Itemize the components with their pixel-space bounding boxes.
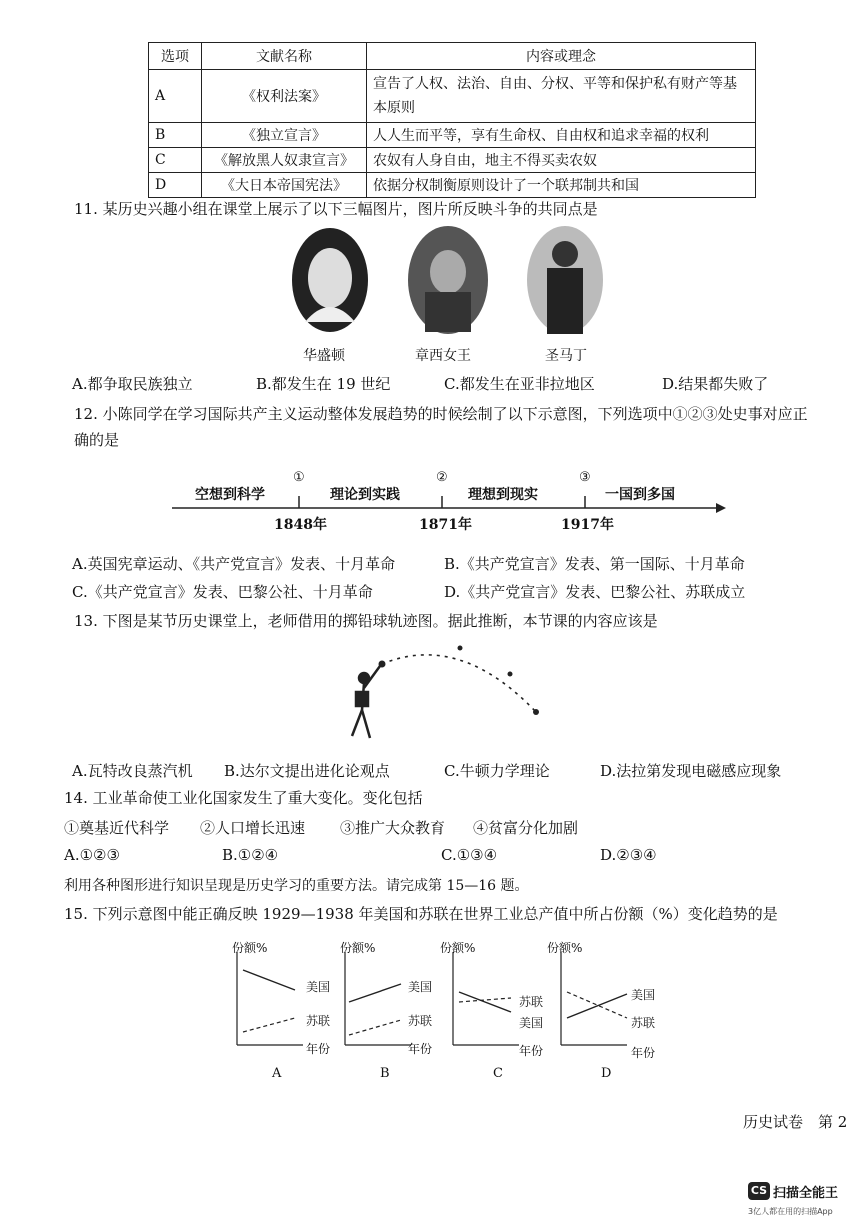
san-martin-portrait xyxy=(527,226,603,334)
option-b: B.《共产党宣言》发表、第一国际、十月革命 xyxy=(444,555,745,573)
option-b: B.都发生在 19 世纪 xyxy=(256,375,391,393)
chart-y-label: 份额% xyxy=(232,941,268,955)
table-row xyxy=(149,173,756,198)
usa-line xyxy=(243,970,295,990)
caption-washington: 华盛顿 xyxy=(303,348,345,364)
option-b: B.达尔文提出进化论观点 xyxy=(224,762,390,780)
table-row xyxy=(149,123,756,148)
statement-item: ④贫富分化加剧 xyxy=(473,819,579,837)
option-cell: D xyxy=(149,173,202,198)
chart-label: C xyxy=(493,1066,503,1081)
caption-rani: 章西女王 xyxy=(415,348,471,364)
table-header-row xyxy=(149,43,756,70)
option-c: C.都发生在亚非拉地区 xyxy=(444,375,595,393)
ussr-line xyxy=(243,1018,295,1032)
timeline-mark: ③ xyxy=(579,470,591,485)
chart-x-label: 年份 xyxy=(631,1046,656,1060)
footer-page: 第 2 xyxy=(818,1113,848,1131)
table-header: 选项 xyxy=(149,43,202,70)
timeline-segment-label: 理论到实践 xyxy=(330,487,400,503)
footer-title: 历史试卷 xyxy=(743,1113,804,1131)
chart-label: B xyxy=(380,1066,390,1081)
usa-line xyxy=(349,984,401,1002)
timeline-segment-label: 一国到多国 xyxy=(605,487,675,503)
shot-put-trajectory xyxy=(340,636,550,751)
option-a: A.都争取民族独立 xyxy=(72,375,193,393)
table-row xyxy=(149,148,756,173)
doc-cell: 《独立宣言》 xyxy=(202,123,367,148)
chart-x-label: 年份 xyxy=(306,1042,331,1056)
section-intro: 利用各种图形进行知识呈现是历史学习的重要方法。请完成第 15—16 题。 xyxy=(64,878,529,894)
question-13-stem: 13. 下图是某节历史课堂上，老师借用的掷铅球轨迹图。据此推断，本节课的内容应该是 xyxy=(74,612,658,630)
option-cell: A xyxy=(149,70,202,123)
watermark-name: 扫描全能王 xyxy=(773,1186,839,1201)
question-12-stem-cont: 确的是 xyxy=(74,431,120,449)
option-c: C.①③④ xyxy=(441,846,498,864)
table-row xyxy=(149,70,756,123)
washington-portrait xyxy=(292,228,368,332)
option-cell: B xyxy=(149,123,202,148)
content-cell: 宣告了人权、法治、自由、分权、平等和保护私有财产等基本原则 xyxy=(367,70,756,123)
timeline-mark: ② xyxy=(436,470,448,485)
timeline-year: 1871年 xyxy=(419,517,472,533)
chart-usa-label: 美国 xyxy=(306,980,331,994)
question-11-stem: 11. 某历史兴趣小组在课堂上展示了以下三幅图片，图片所反映斗争的共同点是 xyxy=(74,200,598,218)
chart-ussr-label: 苏联 xyxy=(306,1014,331,1028)
trend-chart-a xyxy=(225,940,335,1050)
chart-ussr-label: 苏联 xyxy=(408,1014,433,1028)
question-15-stem: 15. 下列示意图中能正确反映 1929—1938 年美国和苏联在世界工业总产值中所占份额（%）变化趋势的是 xyxy=(64,905,778,923)
ussr-line xyxy=(349,1020,401,1035)
scanner-logo-icon: CS xyxy=(748,1182,770,1200)
content-cell: 依据分权制衡原则设计了一个联邦制共和国 xyxy=(367,173,756,198)
option-c: C.《共产党宣言》发表、巴黎公社、十月革命 xyxy=(72,583,373,601)
option-d: D.法拉第发现电磁感应现象 xyxy=(600,762,782,780)
athlete-figure xyxy=(352,666,380,738)
caption-san-martin: 圣马丁 xyxy=(545,348,587,364)
statement-item: ②人口增长迅速 xyxy=(200,819,306,837)
chart-x-label: 年份 xyxy=(408,1042,433,1056)
question-14-stem: 14. 工业革命使工业化国家发生了重大变化。变化包括 xyxy=(64,789,423,807)
table-header: 内容或理念 xyxy=(367,43,756,70)
statement-item: ①奠基近代科学 xyxy=(64,819,170,837)
chart-label: A xyxy=(272,1066,282,1081)
portrait-images xyxy=(285,222,615,342)
chart-usa-label: 美国 xyxy=(519,1016,544,1030)
option-b: B.①②④ xyxy=(222,846,279,864)
rani-portrait xyxy=(408,226,488,334)
question-12-stem: 12. 小陈同学在学习国际共产主义运动整体发展趋势的时候绘制了以下示意图，下列选项中①②③处史事对应正 xyxy=(74,405,808,423)
chart-usa-label: 美国 xyxy=(408,980,433,994)
timeline-segment-label: 理想到现实 xyxy=(468,487,538,503)
timeline-year: 1917年 xyxy=(561,517,614,533)
table-header: 文献名称 xyxy=(202,43,367,70)
option-d: D.结果都失败了 xyxy=(662,375,769,393)
option-a: A.瓦特改良蒸汽机 xyxy=(72,762,193,780)
doc-cell: 《大日本帝国宪法》 xyxy=(202,173,367,198)
content-cell: 人人生而平等，享有生命权、自由权和追求幸福的权利 xyxy=(367,123,756,148)
chart-ussr-label: 苏联 xyxy=(631,1016,656,1030)
option-a: A.英国宪章运动、《共产党宣言》发表、十月革命 xyxy=(72,555,396,573)
chart-y-label: 份额% xyxy=(547,941,583,955)
option-cell: C xyxy=(149,148,202,173)
chart-usa-label: 美国 xyxy=(631,988,656,1002)
usa-line xyxy=(567,994,627,1018)
timeline-year: 1848年 xyxy=(274,517,327,533)
chart-y-label: 份额% xyxy=(440,941,476,955)
statement-item: ③推广大众教育 xyxy=(340,819,446,837)
timeline-mark: ① xyxy=(293,470,305,485)
watermark-tagline: 3亿人都在用的扫描App xyxy=(748,1207,833,1216)
doc-cell: 《解放黑人奴隶宣言》 xyxy=(202,148,367,173)
option-c: C.牛顿力学理论 xyxy=(444,762,550,780)
timeline-segment-label: 空想到科学 xyxy=(195,487,265,503)
doc-cell: 《权利法案》 xyxy=(202,70,367,123)
content-cell: 农奴有人身自由，地主不得买卖农奴 xyxy=(367,148,756,173)
document-table xyxy=(148,42,756,198)
chart-ussr-label: 苏联 xyxy=(519,995,544,1009)
option-a: A.①②③ xyxy=(64,846,120,864)
chart-label: D xyxy=(601,1066,612,1081)
chart-y-label: 份额% xyxy=(340,941,376,955)
option-d: D.《共产党宣言》发表、巴黎公社、苏联成立 xyxy=(444,583,746,601)
trend-chart-b xyxy=(333,940,443,1050)
chart-x-label: 年份 xyxy=(519,1044,544,1058)
option-d: D.②③④ xyxy=(600,846,657,864)
